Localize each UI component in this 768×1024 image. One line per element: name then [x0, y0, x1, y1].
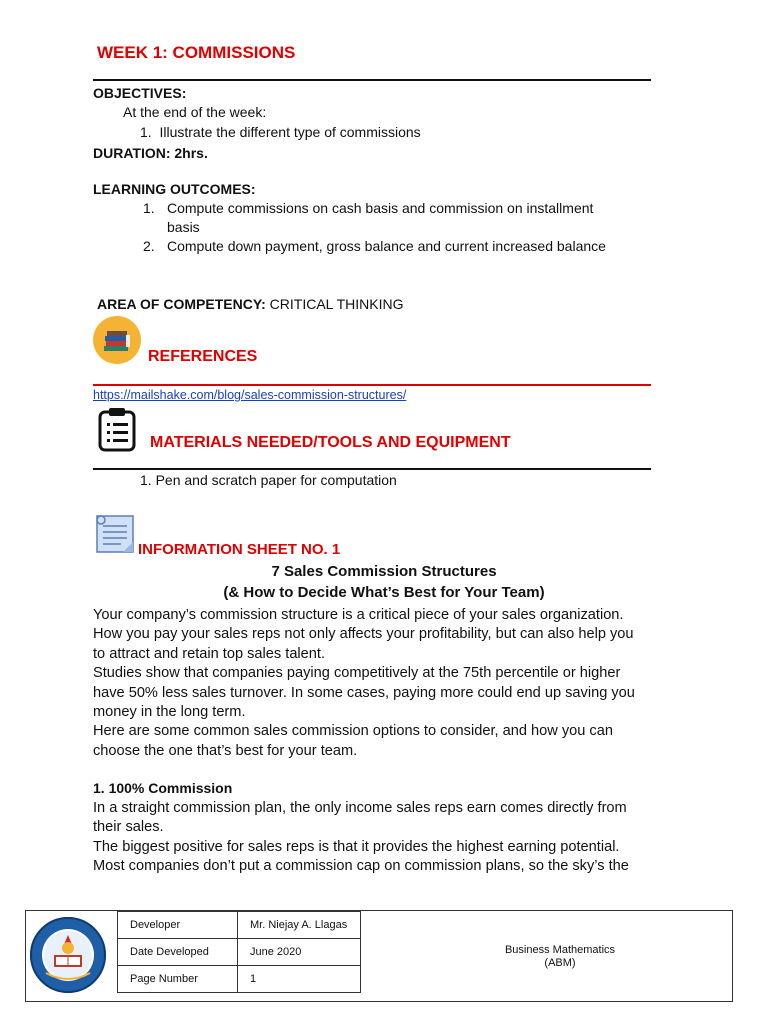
school-seal-logo	[28, 915, 108, 995]
footer-subject-block	[450, 944, 670, 970]
objective-number: 1.	[140, 124, 152, 140]
paragraph-line: Most companies don’t put a commission cap on commission plans, so the sky’s the	[93, 858, 629, 875]
document-icon	[93, 512, 139, 556]
objective-text: Illustrate the different type of commissions	[159, 124, 421, 140]
competency	[97, 296, 403, 312]
paragraph-line: to attract and retain top sales talent.	[93, 645, 326, 662]
paragraph-line: How you pay your sales reps not only affects your profitability, but can also help you	[93, 626, 634, 643]
paragraph-line: Studies show that companies paying competitively at the 75th percentile or higher	[93, 665, 621, 682]
info-sheet-subtitle: (& How to Decide What’s Best for Your Team)	[223, 584, 545, 601]
subject-name: Business Mathematics	[504, 944, 616, 956]
paragraph-line: Your company’s commission structure is a critical piece of your sales organization.	[93, 607, 624, 623]
page-title: WEEK 1: COMMISSIONS	[97, 43, 296, 62]
clipboard-icon	[97, 406, 137, 452]
footer-label: Page Number	[118, 966, 238, 993]
footer-label: Developer	[118, 912, 238, 939]
references-heading: REFERENCES	[148, 348, 258, 365]
duration-label: DURATION: 2hrs.	[93, 145, 208, 161]
paragraph-line: have 50% less sales turnover. In some cases, paying more could end up saving you	[93, 684, 635, 701]
footer-value: 1	[238, 966, 361, 993]
footer-value: Mr. Niejay A. Llagas	[238, 912, 361, 939]
reference-link[interactable]: https://mailshake.com/blog/sales-commission-structures/	[93, 388, 407, 402]
outcome-number: 2.	[143, 238, 155, 254]
paragraph-line: The biggest positive for sales reps is that it provides the highest earning potential.	[93, 838, 620, 855]
footer-row	[118, 912, 361, 939]
footer-label: Date Developed	[118, 939, 238, 966]
books-icon	[93, 316, 141, 364]
outcome-text: Compute down payment, gross balance and current increased balance	[167, 238, 606, 254]
info-sheet-title: 7 Sales Commission Structures	[271, 563, 497, 580]
objectives-intro: At the end of the week:	[123, 104, 267, 120]
divider	[93, 384, 651, 386]
footer-row	[118, 966, 361, 993]
footer-table	[117, 911, 361, 993]
outcome-text-continued: basis	[167, 219, 200, 235]
outcome-text: Compute commissions on cash basis and commission on installment	[167, 200, 594, 216]
learning-outcomes-label: LEARNING OUTCOMES:	[93, 181, 256, 197]
section-paragraph	[93, 799, 663, 877]
materials-item: 1. Pen and scratch paper for computation	[140, 472, 397, 488]
subject-strand: (ABM)	[544, 957, 576, 969]
competency-label: AREA OF COMPETENCY:	[97, 296, 266, 312]
outcome-number: 1.	[143, 200, 155, 216]
objectives-label: OBJECTIVES:	[93, 85, 187, 101]
divider	[93, 468, 651, 470]
footer-value: June 2020	[238, 939, 361, 966]
paragraph-line: money in the long term.	[93, 704, 246, 721]
section-heading: 1. 100% Commission	[93, 780, 233, 796]
footer-row	[118, 939, 361, 966]
info-sheet-heading: INFORMATION SHEET NO. 1	[138, 541, 341, 558]
competency-value: CRITICAL THINKING	[269, 296, 404, 312]
paragraph-line: choose the one that’s best for your team.	[93, 742, 358, 759]
objective-item	[140, 124, 421, 140]
paragraph-line: Here are some common sales commission options to consider, and how you can	[93, 723, 613, 740]
paragraph-line: In a straight commission plan, the only income sales reps earn comes directly from	[93, 800, 627, 816]
materials-heading: MATERIALS NEEDED/TOOLS AND EQUIPMENT	[150, 434, 511, 451]
divider	[93, 79, 651, 81]
paragraph-line: their sales.	[93, 819, 164, 836]
info-paragraph	[93, 606, 663, 761]
